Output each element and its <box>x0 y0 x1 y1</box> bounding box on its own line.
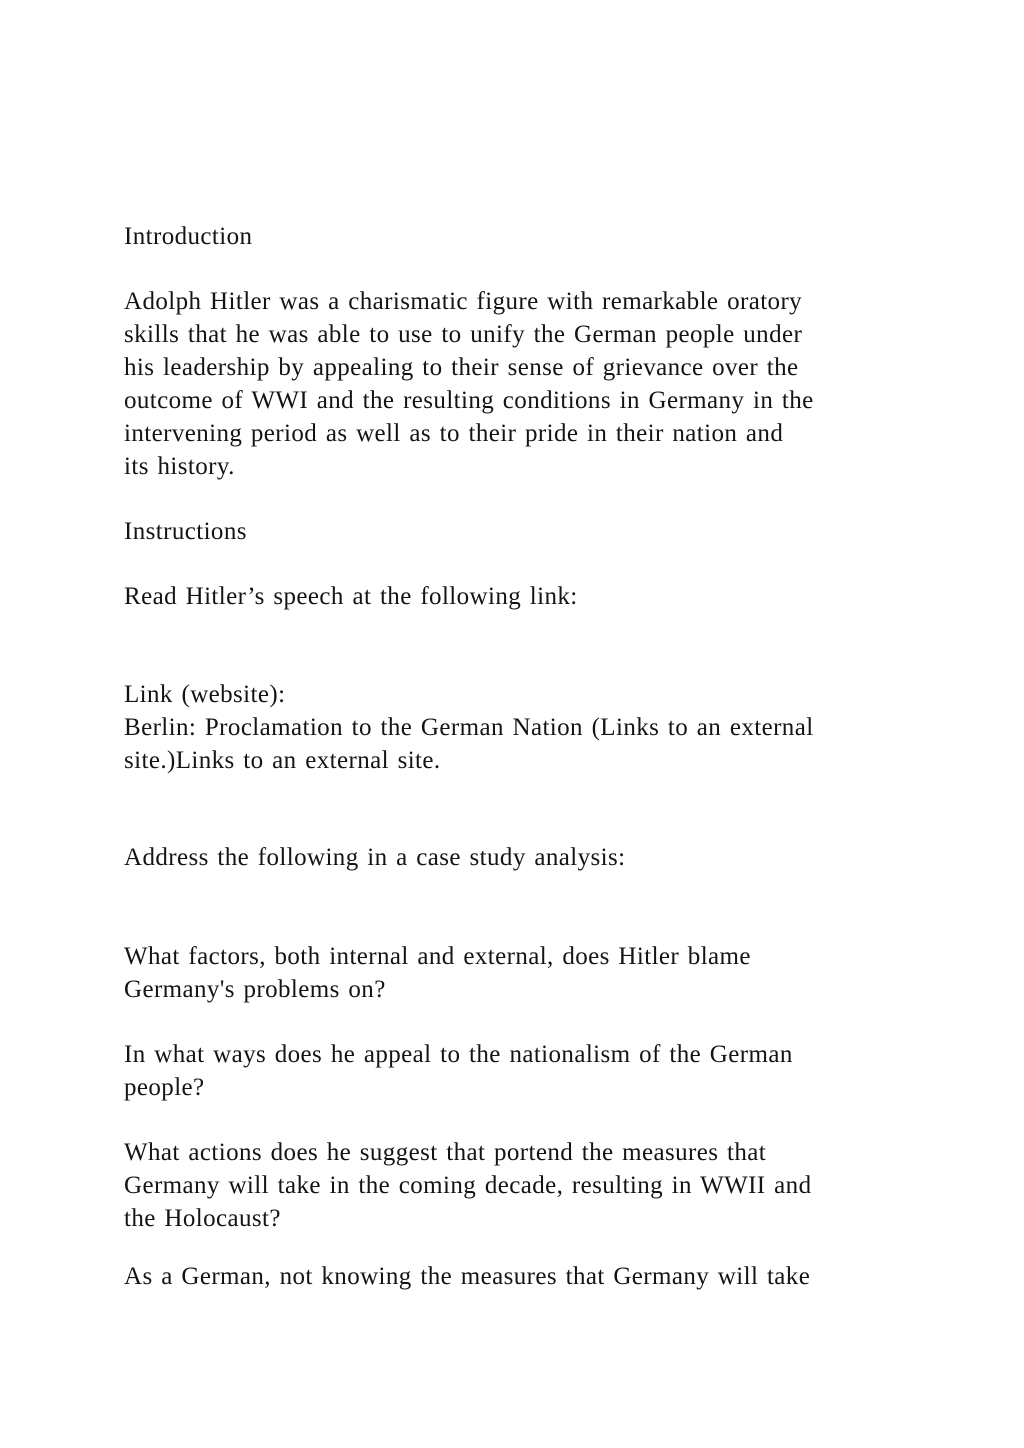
question-line: In what ways does he appeal to the nationalism of the German <box>124 1041 793 1068</box>
intro-paragraph-line: his leadership by appealing to their sense of grievance over the <box>124 354 799 381</box>
speech-link-line[interactable]: site.)Links to an external site. <box>124 747 441 774</box>
question-line: people? <box>124 1074 205 1101</box>
question-line: Germany will take in the coming decade, resulting in WWII and <box>124 1172 812 1199</box>
intro-paragraph-line: intervening period as well as to their pride in their nation and <box>124 420 784 447</box>
intro-paragraph-line: Adolph Hitler was a charismatic figure with remarkable oratory <box>124 288 803 315</box>
question-line: Germany's problems on? <box>124 976 386 1003</box>
link-label: Link (website): <box>124 681 286 708</box>
question-line: What actions does he suggest that portend the measures that <box>124 1139 767 1166</box>
instructions-heading: Instructions <box>124 518 247 545</box>
question-line: What factors, both internal and external, does Hitler blame <box>124 943 751 970</box>
intro-paragraph-line: its history. <box>124 453 235 480</box>
intro-heading: Introduction <box>124 223 253 250</box>
question-line: the Holocaust? <box>124 1205 281 1232</box>
intro-paragraph-line: skills that he was able to use to unify the German people under <box>124 321 803 348</box>
read-instruction: Read Hitler’s speech at the following link: <box>124 583 578 610</box>
address-instruction: Address the following in a case study analysis: <box>124 844 626 871</box>
speech-link-line[interactable]: Berlin: Proclamation to the German Nation (Links to an external <box>124 714 814 741</box>
question-line: As a German, not knowing the measures that Germany will take <box>124 1263 811 1290</box>
intro-paragraph-line: outcome of WWI and the resulting conditions in Germany in the <box>124 387 814 414</box>
